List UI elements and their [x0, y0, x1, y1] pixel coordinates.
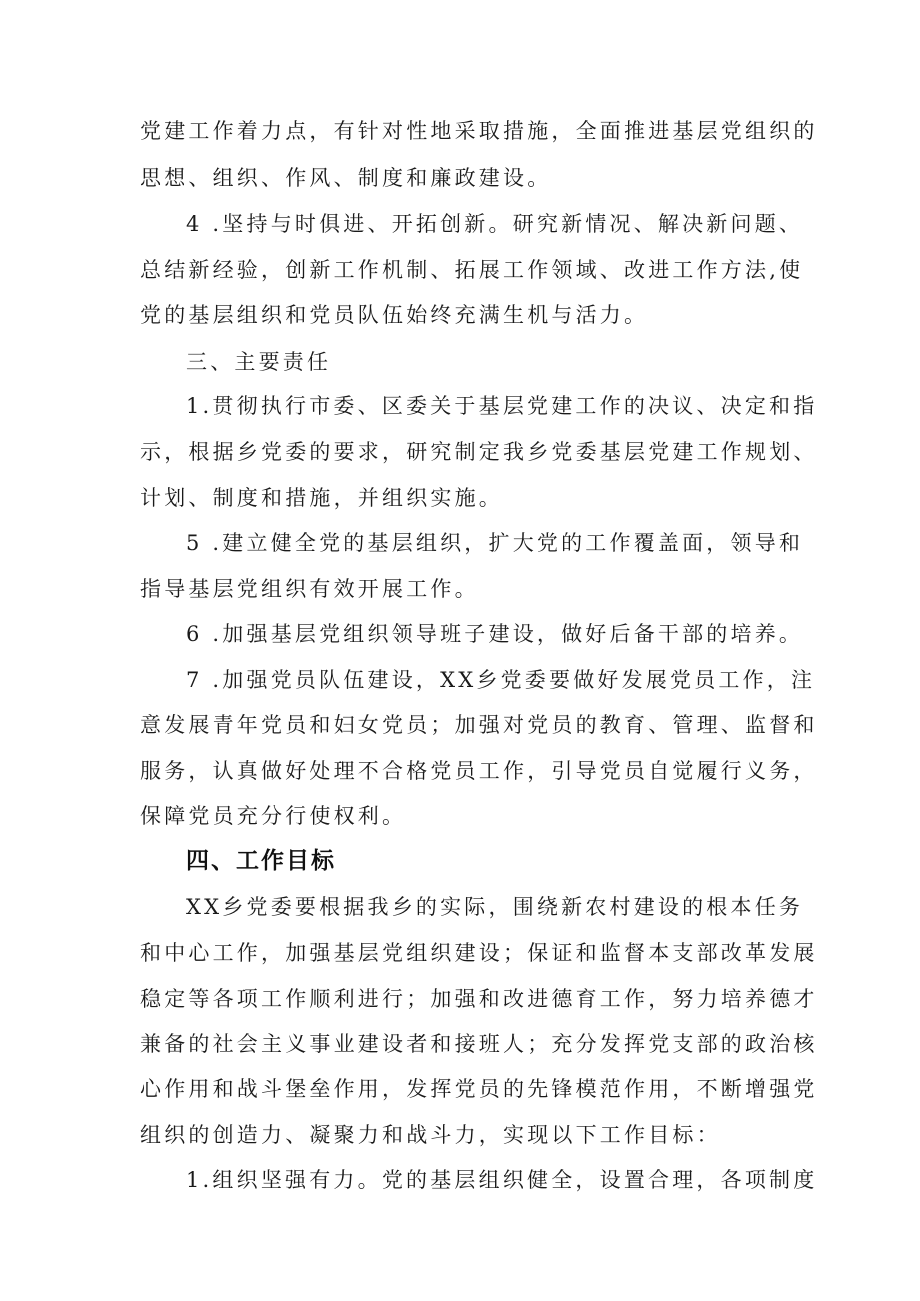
list-item-5: 5 .建立健全党的基层组织，扩大党的工作覆盖面，领导和 — [186, 531, 804, 555]
paragraph-line: 保障党员充分行使权利。 — [140, 804, 407, 828]
paragraph-line: XX乡党委要根据我乡的实际，围绕新农村建设的根本任务 — [186, 895, 804, 919]
section-heading-4: 四、工作目标 — [186, 848, 336, 874]
paragraph-line: 意发展青年党员和妇女党员；加强对党员的教育、管理、监督和 — [140, 713, 818, 737]
paragraph-line: 示，根据乡党委的要求，研究制定我乡党委基层党建工作规划、 — [140, 440, 818, 464]
paragraph-line: 服务，认真做好处理不合格党员工作，引导党员自觉履行义务， — [140, 759, 818, 783]
paragraph-line: 兼备的社会主义事业建设者和接班人；充分发挥党支部的政治核 — [140, 1032, 818, 1056]
list-item-4: 4 .坚持与时俱进、开拓创新。研究新情况、解决新问题、 — [186, 212, 804, 236]
paragraph-line: 思想、组织、作风、制度和廉政建设。 — [140, 166, 552, 190]
list-item-6: 6 .加强基层党组织领导班子建设，做好后备干部的培养。 — [186, 622, 804, 646]
paragraph-line: 总结新经验，创新工作机制、拓展工作领域、改进工作方法,使 — [140, 258, 804, 282]
paragraph-line: 和中心工作，加强基层党组织建设；保证和监督本支部改革发展 — [140, 941, 818, 965]
paragraph-line: 指导基层党组织有效开展工作。 — [140, 577, 479, 601]
list-item-7: 7 .加强党员队伍建设，XX乡党委要做好发展党员工作，注 — [186, 668, 816, 692]
paragraph-line: 心作用和战斗堡垒作用，发挥党员的先锋模范作用，不断增强党 — [140, 1077, 818, 1101]
section-heading-3: 三、主要责任 — [186, 350, 332, 374]
paragraph-line: 稳定等各项工作顺利进行；加强和改进德育工作，努力培养德才 — [140, 987, 818, 1011]
paragraph-line: 党建工作着力点，有针对性地采取措施，全面推进基层党组织的 — [140, 119, 818, 143]
list-item-1: 1.贯彻执行市委、区委关于基层党建工作的决议、决定和指 — [186, 394, 818, 418]
paragraph-line: 计划、制度和措施，并组织实施。 — [140, 486, 503, 510]
paragraph-line: 党的基层组织和党员队伍始终充满生机与活力。 — [140, 303, 649, 327]
list-item-1: 1.组织坚强有力。党的基层组织健全，设置合理，各项制度 — [186, 1168, 818, 1192]
paragraph-line: 组织的创造力、凝聚力和战斗力，实现以下工作目标： — [140, 1123, 721, 1147]
